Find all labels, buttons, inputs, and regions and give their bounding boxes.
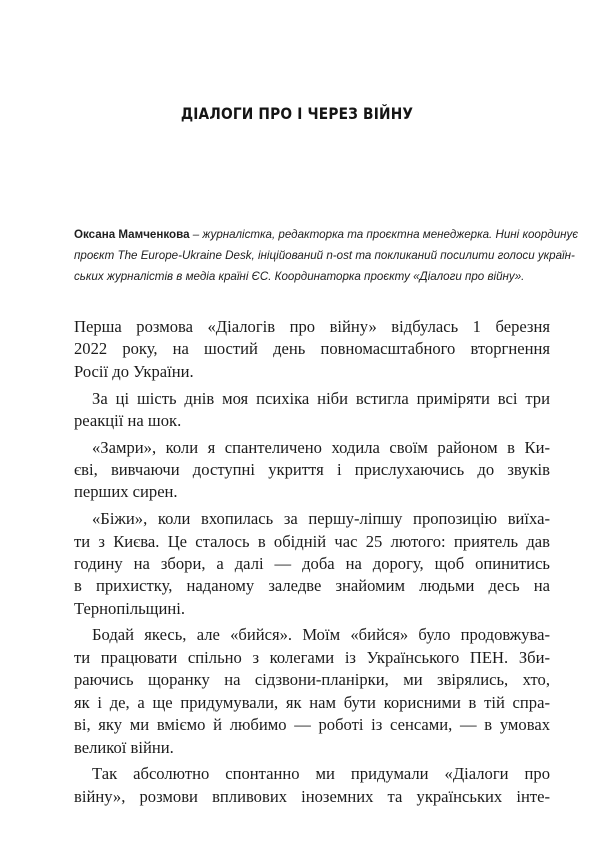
text-line: війну», розмови впливових іноземних та українських інте- bbox=[74, 786, 550, 806]
text-line: Перша розмова «Діалогів про війну» відбулась 1 березня bbox=[74, 317, 550, 336]
text-line: великої війни. bbox=[74, 737, 174, 757]
text-line: в прихистку, наданому заледве знайомим людьми десь на bbox=[74, 576, 550, 596]
paragraph bbox=[74, 508, 550, 620]
text-line: Бодай якесь, але «бийся». Моїм «бийся» було продовжува- bbox=[92, 625, 550, 645]
text-line: 2022 року, на шостий день повномасштабного вторгнення bbox=[74, 339, 550, 359]
paragraph bbox=[74, 316, 550, 383]
author-bio bbox=[74, 224, 579, 287]
text-line: Так абсолютно спонтанно ми придумали «Діалоги про bbox=[92, 764, 550, 784]
text-line: перших сирен. bbox=[74, 482, 178, 502]
text-line: ві, яку ми вміємо й любимо — роботі із сенсами, — в умовах bbox=[74, 715, 550, 735]
text-line: Тернопільщині. bbox=[74, 598, 185, 618]
text-line: Росії до України. bbox=[74, 361, 194, 381]
author-name: Оксана Мамченкова bbox=[74, 228, 190, 241]
text-line: раючись щоранку на сідзвони-планірки, ми звірялись, хто, bbox=[74, 670, 550, 690]
text-line: ти працювати спільно з колегами із Українського ПЕН. Зби- bbox=[74, 647, 550, 667]
bio-line: проєкт The Europe-Ukraine Desk, ініційований n-ost та покликаний посилити голоси україн- bbox=[74, 249, 575, 262]
bio-line: ських журналістів в медіа країні ЄС. Координаторка проєкту «Діалоги про війну». bbox=[74, 270, 525, 283]
text-line: За ці шість днів моя психіка ніби встигла приміряти всі три bbox=[92, 388, 550, 408]
text-line: як і де, а ще придумували, як нам бути корисними в тій спра- bbox=[74, 692, 550, 712]
text-line: реакції на шок. bbox=[74, 410, 182, 430]
paragraph bbox=[74, 437, 550, 504]
paragraph bbox=[74, 388, 550, 433]
text-line: годину на збори, а далі — доба на дорогу, щоб опинитись bbox=[74, 553, 550, 573]
paragraph bbox=[74, 624, 550, 758]
paragraph bbox=[74, 763, 550, 808]
body-text bbox=[74, 316, 550, 812]
text-line: ти з Києва. Це сталось в обідній час 25 лютого: приятель дав bbox=[74, 531, 550, 551]
text-line: єві, вивчаючи доступні укриття і прислухаючись до звуків bbox=[74, 460, 550, 480]
text-line: «Біжи», коли вхопилась за першу-ліпшу пропозицію виїха- bbox=[92, 509, 550, 529]
text-line: «Замри», коли я спантеличено ходила своїм районом в Ки- bbox=[92, 437, 550, 457]
chapter-title: ДІАЛОГИ ПРО І ЧЕРЕЗ ВІЙНУ bbox=[180, 104, 414, 123]
bio-line: Оксана Мамченкова – журналістка, редакторка та проєктна менеджерка. Нині координує bbox=[74, 228, 579, 241]
